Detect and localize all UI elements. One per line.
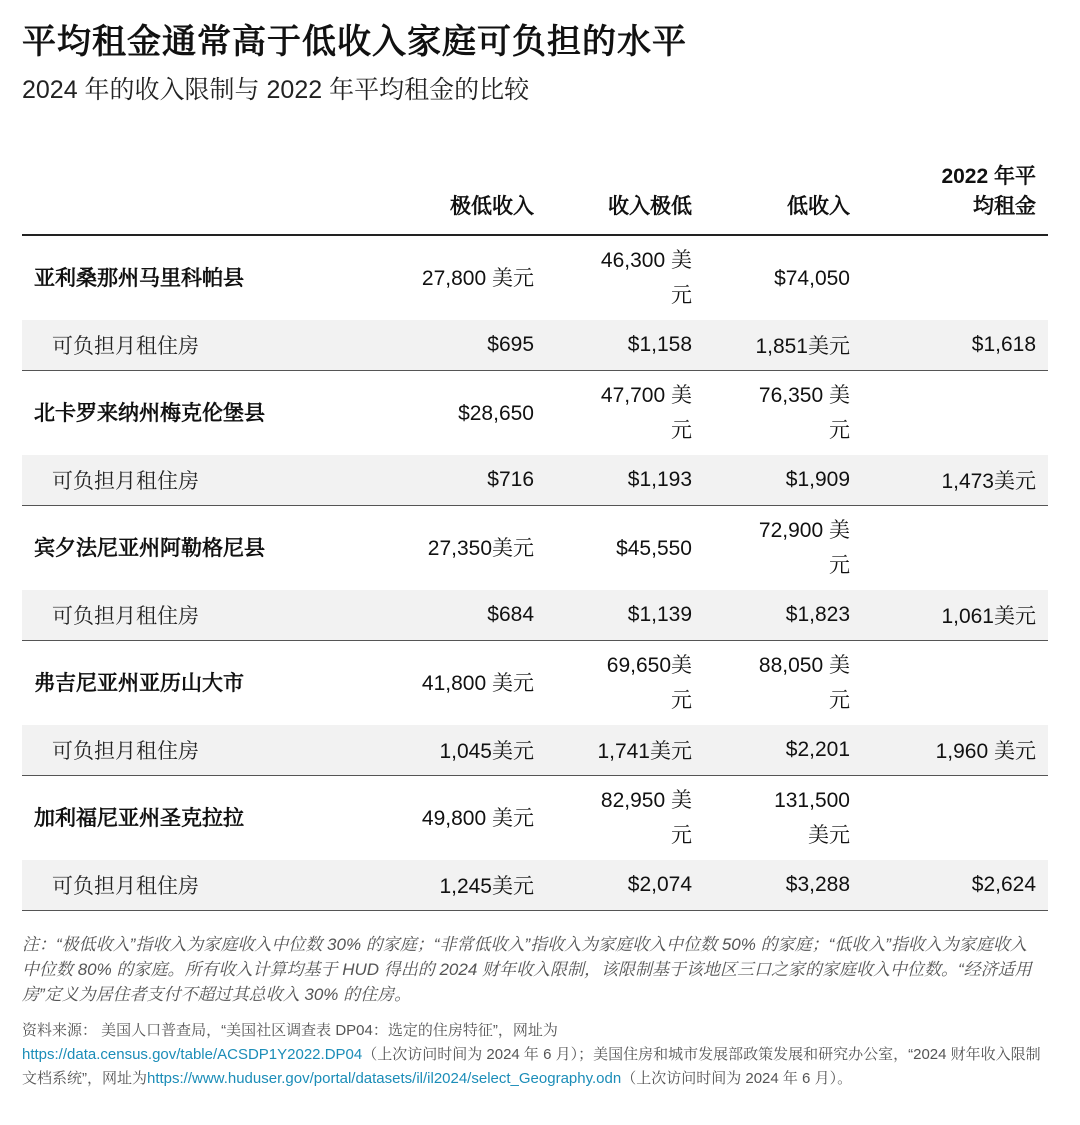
affordable-rent-very-low: 1,741美元 (547, 725, 705, 776)
header-very-low-income: 收入极低 (547, 138, 705, 235)
affordable-rent-very-low: $1,158 (547, 320, 705, 371)
affordable-rent-very-low: $1,139 (547, 590, 705, 641)
income-extremely-low: $28,650 (458, 401, 534, 425)
average-rent-2022: $2,624 (863, 860, 1048, 911)
rent-income-table (22, 138, 1048, 911)
affordable-rent-label: 可负担月租住房 (22, 725, 376, 776)
page-subtitle: 2024 年的收入限制与 2022 年平均租金的比较 (22, 76, 530, 104)
affordable-rent-very-low: $2,074 (547, 860, 705, 911)
income-extremely-low: 27,800 美元 (421, 266, 534, 290)
header-region (22, 138, 376, 235)
header-extremely-low-income: 极低收入 (376, 138, 547, 235)
affordable-rent-label: 可负担月租住房 (22, 320, 376, 371)
income-very-low: 82,950 美元 (600, 789, 692, 847)
page-title: 平均租金通常高于低收入家庭可负担的水平 (22, 23, 687, 61)
table-row (22, 506, 1048, 591)
region-name: 亚利桑那州马里科帕县 (34, 266, 244, 290)
region-name: 北卡罗来纳州梅克伦堡县 (34, 401, 265, 425)
affordable-rent-extremely-low: $695 (376, 320, 547, 371)
affordable-rent-extremely-low: $684 (376, 590, 547, 641)
affordable-rent-label: 可负担月租住房 (22, 455, 376, 506)
average-rent-2022: 1,061美元 (863, 590, 1048, 641)
average-rent-2022: 1,960 美元 (863, 725, 1048, 776)
census-link[interactable]: https://data.census.gov/table/ACSDP1Y2022.DP04 (22, 1046, 363, 1063)
source-text: 资料来源： 美国人口普查局，“美国社区调查表 DP04：选定的住房特征”，网址为 (22, 1022, 558, 1039)
affordable-rent-label: 可负担月租住房 (22, 860, 376, 911)
region-name: 弗吉尼亚州亚历山大市 (34, 671, 244, 695)
affordable-rent-label: 可负担月租住房 (22, 590, 376, 641)
income-very-low: 47,700 美元 (600, 384, 692, 442)
income-very-low: 69,650美元 (606, 654, 692, 712)
table-row (22, 725, 1048, 776)
region-name: 加利福尼亚州圣克拉拉 (34, 806, 244, 830)
income-very-low: $45,550 (616, 536, 692, 560)
affordable-rent-extremely-low: 1,245美元 (376, 860, 547, 911)
table-header-row (22, 138, 1048, 235)
header-low-income: 低收入 (705, 138, 863, 235)
source-citation (22, 1019, 1044, 1091)
income-low: 72,900 美元 (758, 519, 850, 577)
affordable-rent-low: $1,909 (705, 455, 863, 506)
table-row (22, 590, 1048, 641)
table-row (22, 860, 1048, 911)
table-row (22, 235, 1048, 320)
region-name: 宾夕法尼亚州阿勒格尼县 (34, 536, 265, 560)
source-text: （上次访问时间为 2024 年 6 月）。 (621, 1070, 853, 1087)
income-low: 131,500 美元 (774, 789, 850, 847)
header-average-rent-2022: 2022 年平均租金 (941, 165, 1036, 218)
income-very-low: 46,300 美元 (600, 249, 692, 307)
income-extremely-low: 27,350美元 (427, 536, 534, 560)
income-low: 76,350 美元 (758, 384, 850, 442)
affordable-rent-extremely-low: 1,045美元 (376, 725, 547, 776)
table-row (22, 641, 1048, 726)
affordable-rent-low: 1,851美元 (705, 320, 863, 371)
affordable-rent-extremely-low: $716 (376, 455, 547, 506)
average-rent-2022: $1,618 (863, 320, 1048, 371)
affordable-rent-low: $3,288 (705, 860, 863, 911)
table-row (22, 776, 1048, 861)
table-row (22, 371, 1048, 456)
table-note: 注：“极低收入”指收入为家庭收入中位数 30% 的家庭；“非常低收入”指收入为家庭收入中位数 50% 的家庭；“低收入”指收入为家庭收入中位数 80% 的家庭。所有收入计算均基于 HUD 得出的 2024 财年收入限制，该限制基于该地区三口之家的家庭收入中位数。“经济适用房”定义为居住者支付不超过其总收入 30% 的住房。 (22, 935, 1032, 1004)
huduser-link[interactable]: https://www.huduser.gov/portal/datasets/il/il2024/select_Geography.odn (147, 1070, 622, 1087)
affordable-rent-very-low: $1,193 (547, 455, 705, 506)
source-text: （上次访问时间为 2024 年 6 月）；美国住房和城市发展部政策发展和研究办公室，“2024 财年收入限制文档系统”，网址为 (22, 1046, 1041, 1087)
table-row (22, 320, 1048, 371)
income-extremely-low: 49,800 美元 (421, 806, 534, 830)
table-row (22, 455, 1048, 506)
affordable-rent-low: $1,823 (705, 590, 863, 641)
income-low: $74,050 (774, 266, 850, 290)
income-extremely-low: 41,800 美元 (421, 671, 534, 695)
affordable-rent-low: $2,201 (705, 725, 863, 776)
average-rent-2022: 1,473美元 (863, 455, 1048, 506)
income-low: 88,050 美元 (758, 654, 850, 712)
